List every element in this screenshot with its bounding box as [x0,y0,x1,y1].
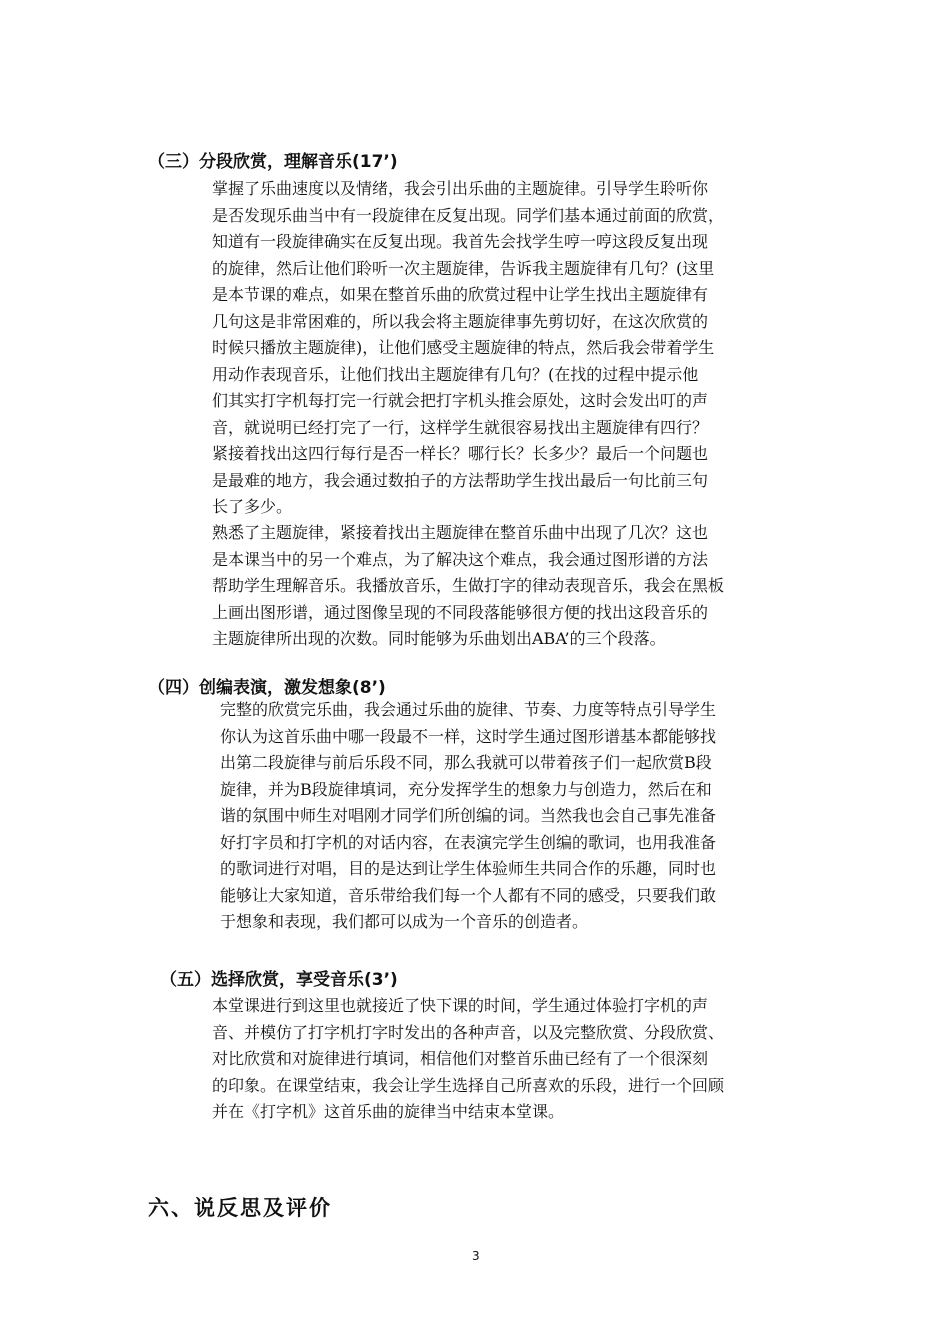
section-3-paragraph-2 [212,520,724,653]
text-line: 是本节课的难点，如果在整首乐曲的欣赏过程中让学生找出主题旋律有 [212,285,709,304]
text-line: 时候只播放主题旋律)，让他们感受主题旋律的特点，然后我会带着学生 [212,338,715,357]
text-line: 好打字员和打字机的对话内容，在表演完学生创编的歌词，也用我准备 [220,832,717,852]
text-line: 并在《打字机》这首乐曲的旋律当中结束本堂课。 [212,1102,565,1121]
text-line: 音，就说明已经打完了一行，这样学生就很容易找出主题旋律有四行？ [212,417,709,437]
text-line: 上画出图形谱，通过图像呈现的不同段落能够很方便的找出这段音乐的 [212,602,709,622]
text-line: 能够让大家知道，音乐带给我们每一个人都有不同的感受，只要我们敢 [220,885,717,905]
text-line: 音、并模仿了打字机打字时发出的各种声音，以及完整欣赏、分段欣赏、 [212,1022,725,1042]
text-line: 的印象。在课堂结束，我会让学生选择自己所喜欢的乐段，进行一个回顾 [212,1075,725,1095]
section-3-heading: （三）分段欣赏，理解音乐(17’) [148,152,398,172]
page-number: 3 [472,1249,480,1263]
text-line: 长了多少。 [212,497,293,516]
text-line: 用动作表现音乐，让他们找出主题旋律有几句？(在找的过程中提示他 [212,364,699,384]
text-line: 出第二段旋律与前后乐段不同，那么我就可以带着孩子们一起欣赏B段 [220,753,712,772]
text-line: 们其实打字机每打完一行就会把打字机头推会原处，这时会发出叮的声 [212,391,709,410]
text-line: 于想象和表现，我们都可以成为一个音乐的创造者。 [220,912,589,931]
section-5-heading: （五）选择欣赏，享受音乐(3’) [160,970,398,990]
section-3-paragraph-1 [212,176,724,521]
text-line: 谐的氛围中师生对唱刚才同学们所创编的词。当然我也会自己事先准备 [220,806,717,825]
text-line: 的歌词进行对唱，目的是达到让学生体验师生共同合作的乐趣，同时也 [220,859,717,878]
text-line: 紧接着找出这四行每行是否一样长？哪行长？长多少？最后一个问题也 [212,444,709,463]
text-line: 帮助学生理解音乐。我播放音乐，生做打字的律动表现音乐，我会在黑板 [212,576,725,595]
section-6-title: 六、说反思及评价 [148,1195,332,1220]
text-line: 是否发现乐曲当中有一段旋律在反复出现。同学们基本通过前面的欣赏， [212,205,725,225]
text-line: 几句这是非常困难的，所以我会将主题旋律事先剪切好，在这次欣赏的 [212,311,709,331]
text-line: 掌握了乐曲速度以及情绪，我会引出乐曲的主题旋律。引导学生聆听你 [212,179,709,198]
text-line: 旋律，并为B段旋律填词，充分发挥学生的想象力与创造力，然后在和 [220,779,712,799]
text-line: 本堂课进行到这里也就接近了快下课的时间，学生通过体验打字机的声 [212,996,709,1015]
section-5-paragraph [212,993,724,1126]
section-4-heading: （四）创编表演，激发想象(8’) [148,678,386,698]
text-line: 你认为这首乐曲中哪一段最不一样，这时学生通过图形谱基本都能够找 [220,726,717,746]
text-line: 是本课当中的另一个难点，为了解决这个难点，我会通过图形谱的方法 [212,549,709,569]
text-line: 对比欣赏和对旋律进行填词，相信他们对整首乐曲已经有了一个很深刻 [212,1049,709,1068]
text-line: 熟悉了主题旋律，紧接着找出主题旋律在整首乐曲中出现了几次？这也 [212,523,709,542]
text-line: 主题旋律所出现的次数。同时能够为乐曲划出ABA’的三个段落。 [212,629,666,648]
text-line: 的旋律，然后让他们聆听一次主题旋律，告诉我主题旋律有几句？(这里 [212,258,715,278]
text-line: 知道有一段旋律确实在反复出现。我首先会找学生哼一哼这段反复出现 [212,232,709,251]
text-line: 是最难的地方，我会通过数拍子的方法帮助学生找出最后一句比前三句 [212,470,709,490]
section-4-paragraph [220,697,716,936]
text-line: 完整的欣赏完乐曲，我会通过乐曲的旋律、节奏、力度等特点引导学生 [220,700,717,719]
